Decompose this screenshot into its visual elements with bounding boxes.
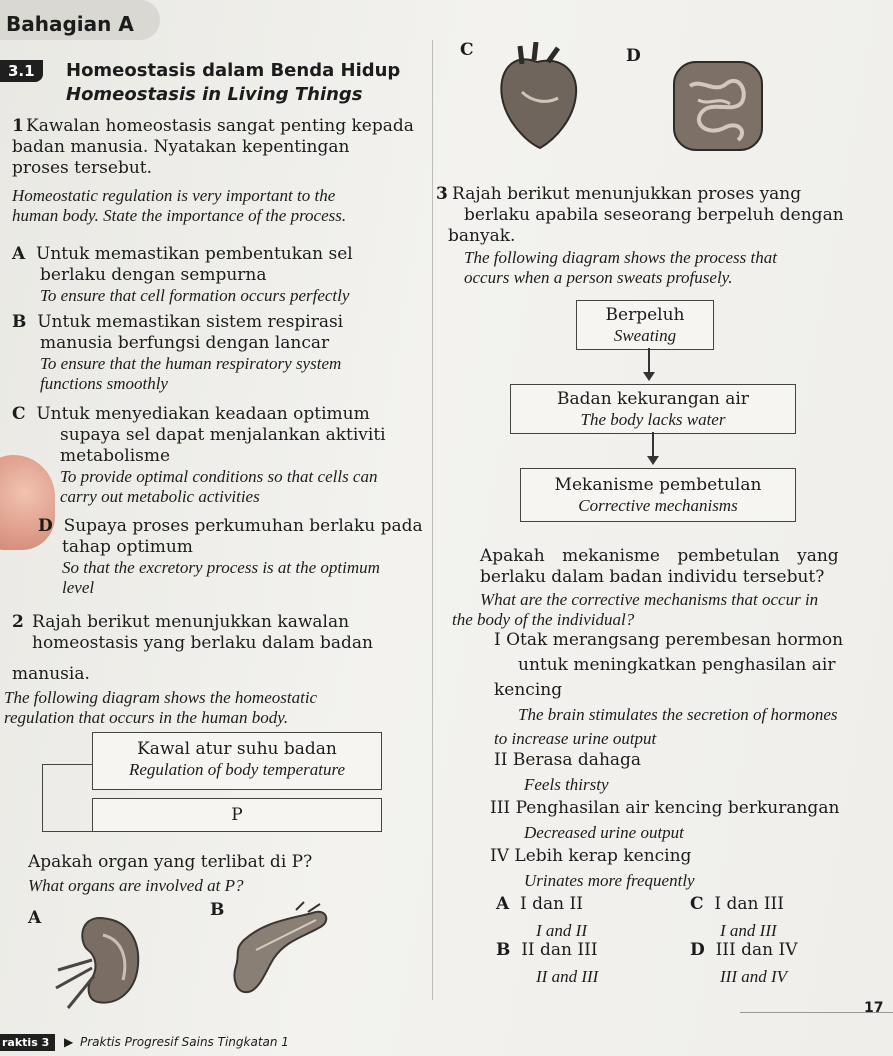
footer-arrow-icon: ▶ <box>64 1035 74 1049</box>
q2-question-en: What organs are involved at P? <box>28 876 244 895</box>
q3-answer-a[interactable]: A I dan II I and II <box>496 894 587 940</box>
bracket-connector <box>42 764 93 832</box>
q1-option-b[interactable]: B Untuk memastikan sistem respirasi manusia berfungsi dengan lancar To ensure that the human respiratory system functions smoothly <box>12 312 344 393</box>
flow-box-corrective: Mekanisme pembetulan Corrective mechanisms <box>520 468 796 522</box>
page-number: 17 <box>864 1000 884 1016</box>
section-number: 3.1 <box>0 60 43 82</box>
q2-option-a[interactable]: A <box>28 908 42 928</box>
flow-arrow-1 <box>648 348 650 374</box>
footer-text: Praktis Progresif Sains Tingkatan 1 <box>80 1035 289 1049</box>
q1-option-d[interactable]: D Supaya proses perkumuhan berlaku pada tahap optimum So that the excretory process is at the optimum level <box>38 516 423 597</box>
q3-answer-b[interactable]: B II dan III II and III <box>496 940 599 986</box>
q3-answer-d[interactable]: D III dan IV III and IV <box>690 940 798 986</box>
q1-option-c[interactable]: C Untuk menyediakan keadaan optimum supaya sel dapat menjalankan aktiviti metabolisme To provide optimal conditions so that cells can carry out metabolic activities <box>12 404 386 506</box>
column-divider <box>432 40 433 1000</box>
q2-option-d[interactable]: D <box>626 46 641 66</box>
kidney-icon <box>48 910 148 1010</box>
flow-box-sweating: Berpeluh Sweating <box>576 300 714 350</box>
q2-diagram <box>42 732 382 830</box>
footer-tag: raktis 3 <box>0 1034 55 1051</box>
part-title: Bahagian A <box>6 12 134 36</box>
box-p: P <box>92 798 382 832</box>
section-title-en: Homeostasis in Living Things <box>66 84 363 105</box>
section-title-ms: Homeostasis dalam Benda Hidup <box>66 60 401 81</box>
flow-arrow-2-head <box>647 456 659 465</box>
q3-statement-iii: III Penghasilan air kencing berkurangan Decreased urine output <box>490 798 840 842</box>
q1-stem-en: Homeostatic regulation is very important to the human body. State the importance of the process. <box>12 186 347 225</box>
q1-option-a[interactable]: A Untuk memastikan pembentukan sel berlaku dengan sempurna To ensure that cell formation occurs perfectly <box>12 244 353 305</box>
flow-arrow-2 <box>652 432 654 458</box>
q1-number: 1 <box>12 116 24 136</box>
q2-question-ms: Apakah organ yang terlibat di P? <box>28 852 313 872</box>
pancreas-icon <box>226 900 336 1010</box>
q2-number: 2 <box>12 612 24 632</box>
q3-statement-i: I Otak merangsang perembesan hormon untuk meningkatkan penghasilan air kencing The brain stimulates the secretion of hormones to increase urine output <box>494 630 844 748</box>
flow-box-lacks-water: Badan kekurangan air The body lacks water <box>510 384 796 434</box>
q1-stem-ms: Kawalan homeostasis sangat penting kepada badan manusia. Nyatakan kepentingan proses tersebut. <box>12 116 414 178</box>
q2-option-c[interactable]: C <box>460 40 474 60</box>
q3-statement-ii: II Berasa dahaga Feels thirsty <box>494 750 642 794</box>
q3-question-en: What are the corrective mechanisms that occur in the body of the individual? <box>452 590 819 629</box>
q2-stem-en: The following diagram shows the homeostatic regulation that occurs in the human body. <box>4 688 318 727</box>
q3-number: 3 <box>436 184 448 204</box>
heart-icon <box>492 42 582 152</box>
flow-arrow-1-head <box>643 372 655 381</box>
q3-statement-iv: IV Lebih kerap kencing Urinates more frequently <box>490 846 695 890</box>
q3-question-ms: Apakah mekanisme pembetulan yang berlaku dalam badan individu tersebut? <box>480 546 839 587</box>
q3-stem-ms: Rajah berikut menunjukkan proses yang berlaku apabila seseorang berpeluh dengan banyak. <box>448 184 844 246</box>
q2-stem-ms: Rajah berikut menunjukkan kawalan homeostasis yang berlaku dalam badan manusia. <box>12 612 373 684</box>
q3-stem-en: The following diagram shows the process that occurs when a person sweats profusely. <box>464 248 777 287</box>
box-temperature-regulation: Kawal atur suhu badan Regulation of body temperature <box>92 732 382 790</box>
q3-answer-c[interactable]: C I dan III I and III <box>690 894 784 940</box>
q2-option-b[interactable]: B <box>210 900 225 920</box>
intestine-icon <box>668 56 768 156</box>
